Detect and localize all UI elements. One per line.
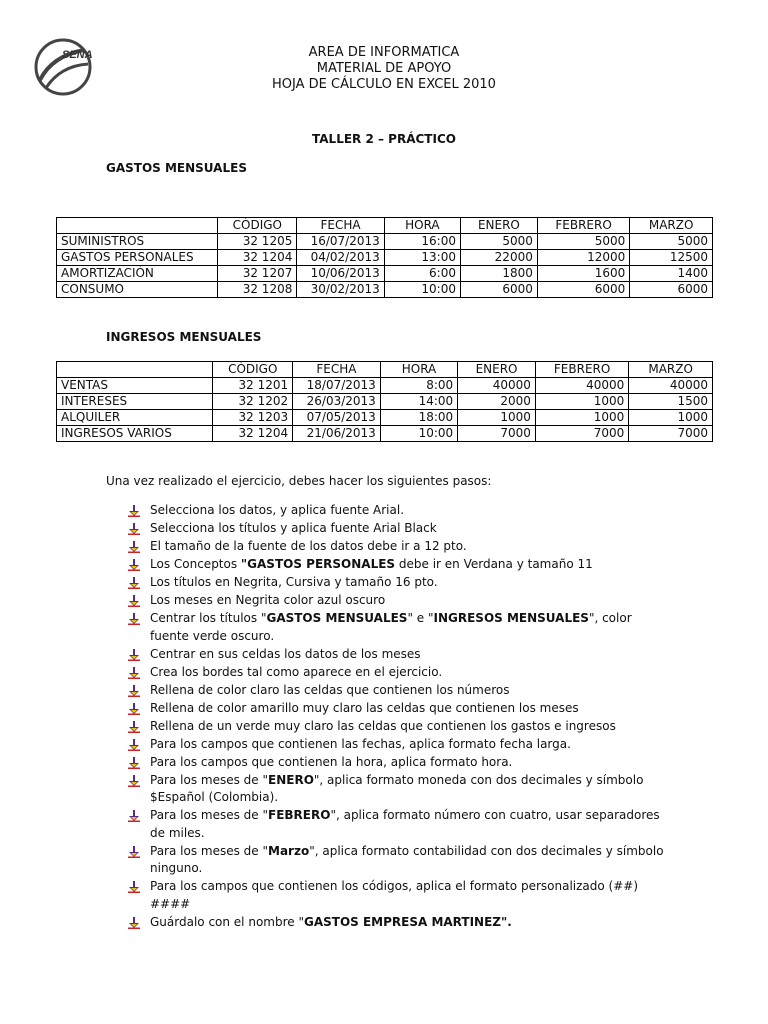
column-header: ENERO [460,218,537,234]
column-header: FEBRERO [535,362,628,378]
instruction-text: El tamaño de la fuente de los datos debe ir a 12 pto. [150,539,467,553]
instruction-item [128,574,668,592]
arrow-bullet-icon [128,810,140,822]
instruction-text: Para los meses de " [150,808,269,822]
instruction-item [128,843,668,878]
cell-time: 13:00 [384,250,460,266]
cell-code: 32 1201 [213,378,293,394]
instruction-item [128,646,668,664]
instruction-text: Guárdalo con el nombre " [150,914,304,929]
column-header [57,218,218,234]
instruction-text: Los títulos en Negrita, Cursiva y tamaño 16 pto. [150,575,438,589]
cell-jan: 1800 [460,266,537,282]
cell-date: 26/03/2013 [293,394,381,410]
cell-mar: 6000 [630,282,713,298]
instruction-item [128,914,668,932]
table-row [57,426,713,442]
cell-concept: VENTAS [57,378,213,394]
instruction-item [128,556,668,574]
arrow-bullet-icon [128,917,140,929]
instruction-text: "GASTOS PERSONALES [240,557,396,571]
instruction-text: ENERO [268,772,314,787]
cell-jan: 22000 [460,250,537,266]
cell-feb: 1000 [535,394,628,410]
cell-time: 10:00 [380,426,457,442]
cell-mar: 40000 [629,378,713,394]
instruction-text: INGRESOS MENSUALES [433,611,589,625]
instruction-item [128,878,668,913]
arrow-bullet-icon [128,577,140,589]
arrow-bullet-icon [128,613,140,625]
arrow-bullet-icon [128,685,140,697]
instruction-item [128,520,668,538]
instruction-item [128,700,668,718]
gastos-title: GASTOS MENSUALES [106,161,247,175]
instructions-list [128,502,668,932]
column-header [57,362,213,378]
instruction-item [128,610,668,645]
cell-date: 21/06/2013 [293,426,381,442]
instruction-item [128,502,668,520]
instruction-text: Selecciona los datos, y aplica fuente Arial. [150,503,405,517]
arrow-bullet-icon [128,881,140,893]
cell-feb: 1000 [535,410,628,426]
cell-date: 30/02/2013 [297,282,384,298]
instruction-text: Marzo [268,843,310,858]
cell-jan: 6000 [460,282,537,298]
column-header: FECHA [297,218,384,234]
header-line-3: HOJA DE CÁLCULO EN EXCEL 2010 [272,77,496,92]
cell-mar: 1000 [629,410,713,426]
cell-jan: 1000 [458,410,536,426]
cell-time: 18:00 [380,410,457,426]
instruction-item [128,538,668,556]
cell-code: 32 1207 [218,266,297,282]
arrow-bullet-icon [128,721,140,733]
arrow-bullet-icon [128,649,140,661]
ingresos-table [56,361,713,442]
instructions-intro: Una vez realizado el ejercicio, debes hacer los siguientes pasos: [106,474,492,488]
arrow-bullet-icon [128,523,140,535]
cell-concept: INGRESOS VARIOS [57,426,213,442]
instruction-text: Rellena de color claro las celdas que contienen los números [150,682,510,697]
instruction-text: Para los campos que contienen la hora, aplica formato hora. [150,754,513,769]
instruction-text: GASTOS EMPRESA MARTINEZ". [303,914,512,929]
instruction-text: Rellena de un verde muy claro las celdas que contienen los gastos e ingresos [150,718,616,733]
cell-mar: 7000 [629,426,713,442]
cell-mar: 5000 [630,234,713,250]
cell-code: 32 1203 [213,410,293,426]
instruction-text: GASTOS MENSUALES [266,611,408,625]
instruction-item [128,664,668,682]
cell-feb: 12000 [537,250,629,266]
cell-feb: 7000 [535,426,628,442]
table-row [57,282,713,298]
logo-text: SENA [62,49,93,61]
instruction-text: Para los meses de " [150,772,269,787]
table-row [57,410,713,426]
arrow-bullet-icon [128,505,140,517]
cell-time: 6:00 [384,266,460,282]
column-header: HORA [380,362,457,378]
column-header: MARZO [630,218,713,234]
cell-feb: 1600 [537,266,629,282]
instruction-text: Para los campos que contienen los códigos, aplica el formato personalizado (##) #### [150,879,639,911]
arrow-bullet-icon [128,595,140,607]
cell-jan: 40000 [458,378,536,394]
instruction-text: Los meses en Negrita color azul oscuro [150,593,386,607]
cell-code: 32 1204 [218,250,297,266]
instruction-text: ", aplica formato contabilidad con dos decimales y símbolo ninguno. [150,843,664,875]
instruction-text: Los Conceptos [150,557,241,571]
instruction-text: Crea los bordes tal como aparece en el ejercicio. [150,664,443,679]
instruction-text: Selecciona los títulos y aplica fuente Arial Black [150,521,437,535]
cell-date: 16/07/2013 [297,234,384,250]
cell-concept: INTERESES [57,394,213,410]
instruction-text: Para los campos que contienen las fechas, aplica formato fecha larga. [150,736,571,751]
cell-date: 18/07/2013 [293,378,381,394]
column-header: MARZO [629,362,713,378]
header-line-1: AREA DE INFORMATICA [308,45,460,60]
table-row [57,378,713,394]
cell-feb: 40000 [535,378,628,394]
instruction-text: ", aplica formato número con cuatro, usar separadores de miles. [150,808,660,840]
cell-jan: 7000 [458,426,536,442]
cell-code: 32 1204 [213,426,293,442]
cell-mar: 1400 [630,266,713,282]
cell-concept: SUMINISTROS [57,234,218,250]
cell-date: 07/05/2013 [293,410,381,426]
cell-jan: 5000 [460,234,537,250]
instruction-item [128,772,668,807]
instruction-text: Rellena de color amarillo muy claro las celdas que contienen los meses [150,700,579,715]
cell-code: 32 1205 [218,234,297,250]
instruction-item [128,682,668,700]
cell-code: 32 1208 [218,282,297,298]
arrow-bullet-icon [128,541,140,553]
cell-mar: 12500 [630,250,713,266]
arrow-bullet-icon [128,846,140,858]
instruction-text: ", color fuente verde oscuro. [150,611,632,643]
instruction-text: " e " [407,611,434,625]
arrow-bullet-icon [128,667,140,679]
cell-jan: 2000 [458,394,536,410]
instruction-text: debe ir en Verdana y tamaño 11 [395,557,593,571]
arrow-bullet-icon [128,703,140,715]
table-header-row [57,218,713,234]
column-header: HORA [384,218,460,234]
cell-code: 32 1202 [213,394,293,410]
table-row [57,250,713,266]
cell-concept: ALQUILER [57,410,213,426]
cell-concept: AMORTIZACIÓN [57,266,218,282]
cell-concept: GASTOS PERSONALES [57,250,218,266]
instruction-text: FEBRERO [268,808,331,822]
instruction-text: Centrar los títulos " [150,611,267,625]
arrow-bullet-icon [128,757,140,769]
page-subtitle: TALLER 2 – PRÁCTICO [312,132,456,146]
cell-feb: 5000 [537,234,629,250]
instruction-item [128,807,668,842]
column-header: FEBRERO [537,218,629,234]
arrow-bullet-icon [128,559,140,571]
instruction-text: ", aplica formato moneda con dos decimales y símbolo $Español (Colombia). [150,772,644,804]
cell-date: 04/02/2013 [297,250,384,266]
arrow-bullet-icon [128,739,140,751]
gastos-table [56,217,713,298]
cell-feb: 6000 [537,282,629,298]
cell-time: 14:00 [380,394,457,410]
arrow-bullet-icon [128,775,140,787]
ingresos-title: INGRESOS MENSUALES [106,330,262,344]
column-header: FECHA [293,362,381,378]
instruction-item [128,754,668,772]
instruction-item [128,718,668,736]
table-header-row [57,362,713,378]
instruction-text: Centrar en sus celdas los datos de los meses [150,646,421,661]
instruction-item [128,592,668,610]
cell-time: 10:00 [384,282,460,298]
column-header: ENERO [458,362,536,378]
table-row [57,266,713,282]
table-row [57,394,713,410]
column-header: CÓDIGO [218,218,297,234]
column-header: CÓDIGO [213,362,293,378]
table-row [57,234,713,250]
cell-time: 16:00 [384,234,460,250]
instruction-text: Para los meses de " [150,843,269,858]
instruction-item [128,736,668,754]
cell-mar: 1500 [629,394,713,410]
cell-concept: CONSUMO [57,282,218,298]
cell-date: 10/06/2013 [297,266,384,282]
header-line-2: MATERIAL DE APOYO [316,61,452,76]
cell-time: 8:00 [380,378,457,394]
